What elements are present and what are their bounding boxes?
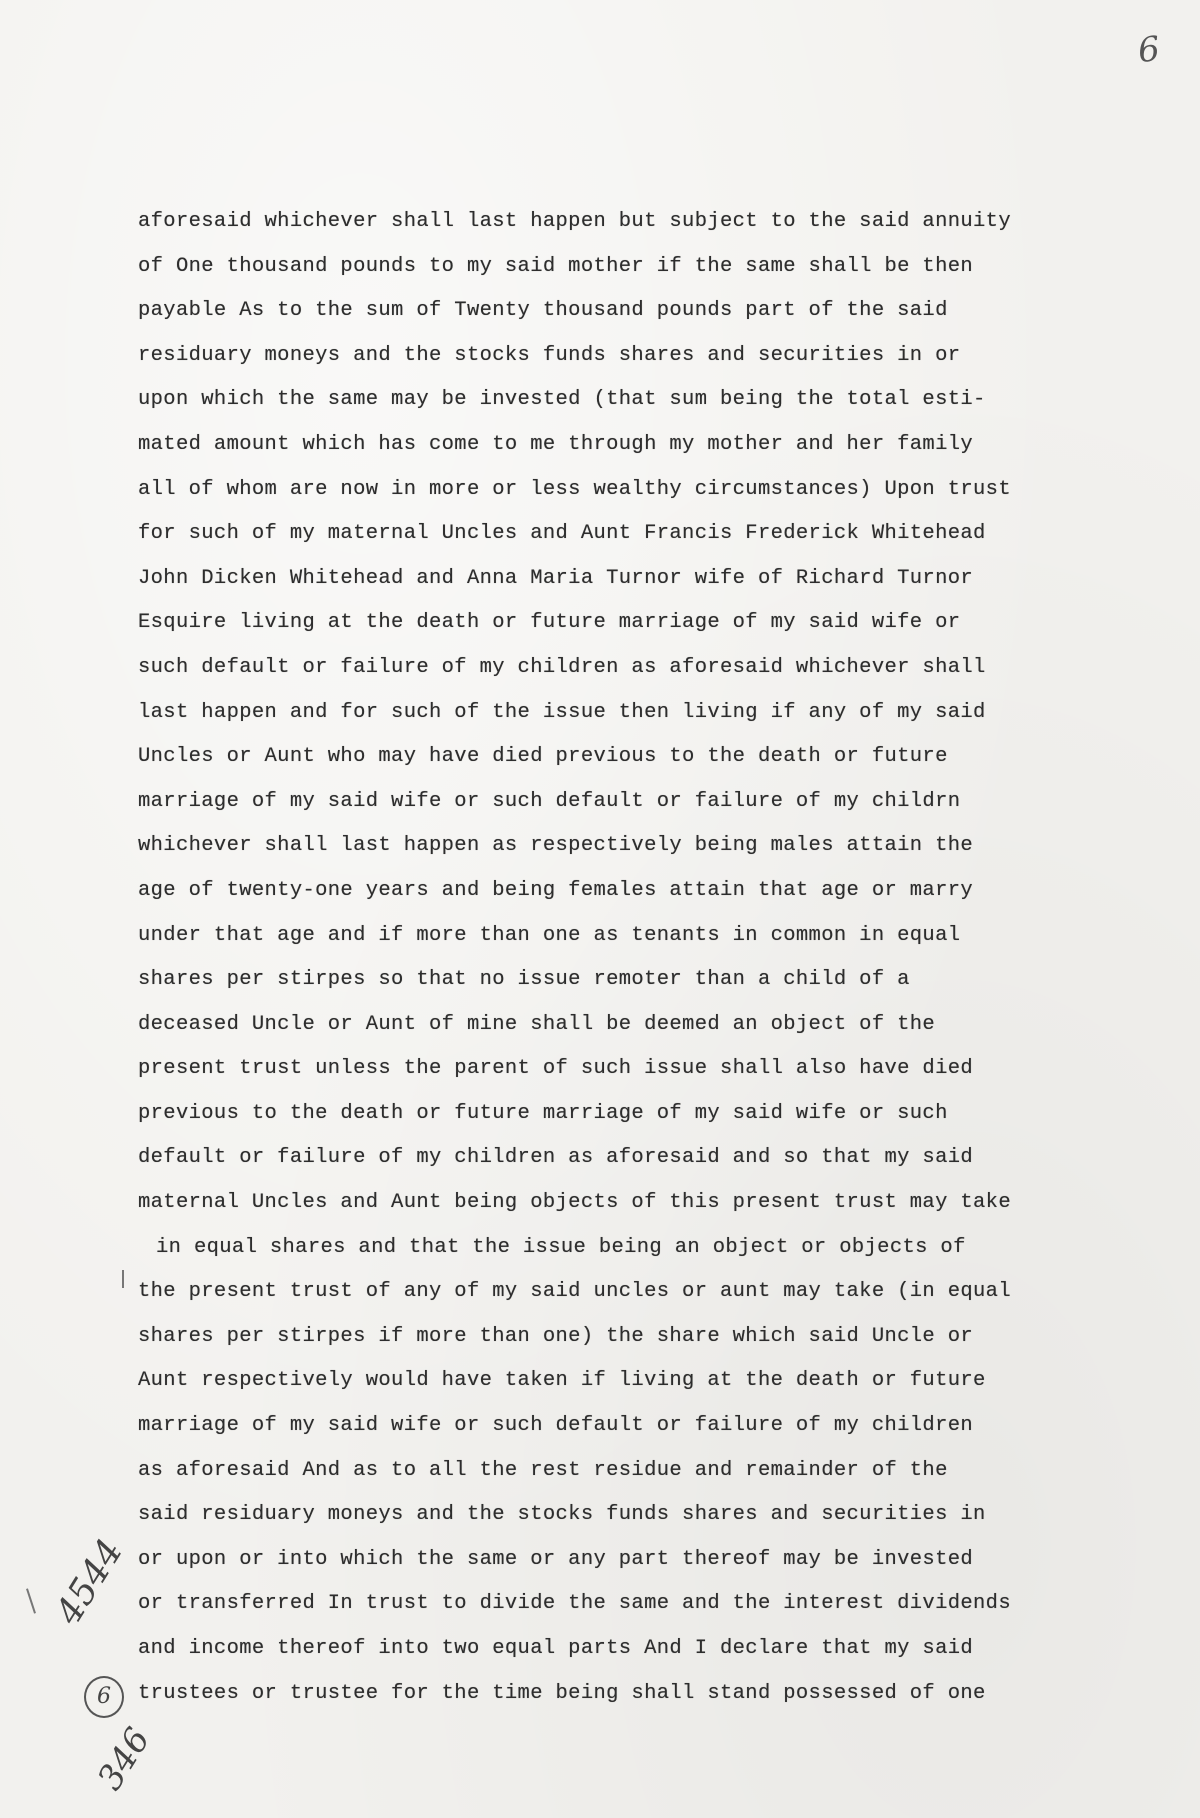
archive-reference-top: 4544 [48,1532,132,1632]
text-line: or upon or into which the same or any part thereof may be invested [138,1547,974,1571]
text-line: and income thereof into two equal parts And I declare that my said [138,1637,974,1660]
text-line: such default or failure of my children as aforesaid whichever shall [138,655,986,679]
text-line: all of whom are now in more or less wealthy circumstances) Upon trust [138,477,1011,501]
text-line: or transferred In trust to divide the same and the interest dividends [138,1592,1011,1616]
text-line: Aunt respectively would have taken if living at the death or future [138,1369,986,1393]
text-line: the present trust of any of my said uncles or aunt may take (in equal [138,1280,1011,1304]
text-line: trustees or trustee for the time being shall stand possessed of one [138,1681,986,1705]
page-number: 6 [1135,28,1162,72]
archive-reference-circled: 6 [84,1676,124,1718]
text-line: previous to the death or future marriage of my said wife or such [138,1101,948,1125]
text-line: age of twenty-one years and being females attain that age or marry [138,878,974,902]
archive-reference-bottom: 346 [90,1720,159,1798]
margin-tick-mark [26,1588,36,1613]
text-line: upon which the same may be invested (that sum being the total esti- [138,388,986,412]
text-line: Uncles or Aunt who may have died previous to the death or future [138,745,948,769]
text-line: Esquire living at the death or future marriage of my said wife or [138,611,961,635]
text-line: residuary moneys and the stocks funds shares and securities in or [138,343,961,367]
text-line: as aforesaid And as to all the rest residue and remainder of the [138,1458,948,1482]
text-line: for such of my maternal Uncles and Aunt Francis Frederick Whitehead [138,522,986,546]
text-line: present trust unless the parent of such issue shall also have died [138,1057,974,1081]
text-line: in equal shares and that the issue being an object or objects of [156,1235,966,1259]
text-line: marriage of my said wife or such default or failure of my childrn [138,789,961,813]
text-line: last happen and for such of the issue then living if any of my said [138,700,986,724]
text-line: whichever shall last happen as respectively being males attain the [138,834,974,858]
text-line: mated amount which has come to me through my mother and her family [138,432,974,456]
text-line: maternal Uncles and Aunt being objects of this present trust may take [138,1191,1011,1215]
text-line: said residuary moneys and the stocks funds shares and securities in [138,1503,986,1527]
text-line: default or failure of my children as aforesaid and so that my said [138,1146,974,1170]
text-line: under that age and if more than one as tenants in common in equal [138,923,961,947]
margin-tick-mark [122,1270,124,1288]
text-line: aforesaid whichever shall last happen but subject to the said annuity [138,210,1011,233]
text-line: John Dicken Whitehead and Anna Maria Turnor wife of Richard Turnor [138,566,974,590]
text-line: shares per stirpes if more than one) the share which said Uncle or [138,1324,974,1348]
text-line: shares per stirpes so that no issue remoter than a child of a [138,968,910,992]
archive-reference-stamp [40,1532,170,1798]
text-line: deceased Uncle or Aunt of mine shall be deemed an object of the [138,1012,936,1036]
text-line: payable As to the sum of Twenty thousand pounds part of the said [138,299,948,323]
document-body [138,200,1148,1716]
text-line: marriage of my said wife or such default or failure of my children [138,1414,974,1438]
text-line: of One thousand pounds to my said mother if the same shall be then [138,254,974,278]
